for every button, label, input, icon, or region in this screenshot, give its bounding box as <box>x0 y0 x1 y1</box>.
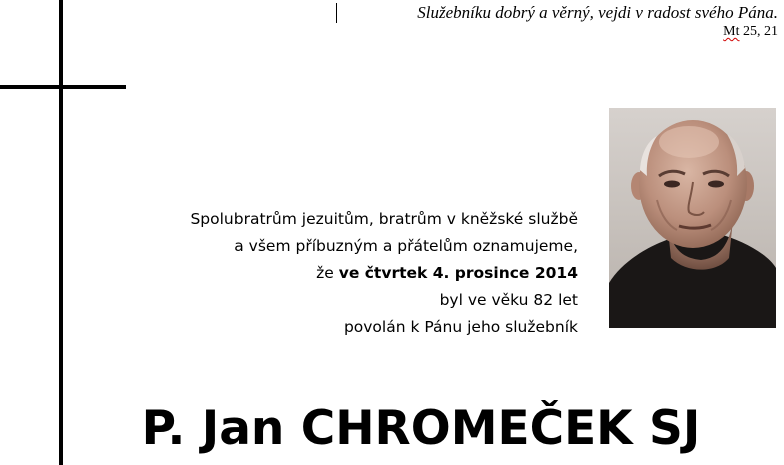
bible-quote <box>417 2 778 41</box>
announcement-line-4: byl ve věku 82 let <box>439 291 578 309</box>
date-of-death: ve čtvrtek 4. prosince 2014 <box>338 264 578 282</box>
cross-horizontal-beam <box>0 85 126 89</box>
announcement-text <box>190 206 578 341</box>
date-prefix: že <box>316 264 334 282</box>
reference-book: Mt <box>723 24 740 39</box>
cross-vertical-beam <box>59 0 63 465</box>
announcement-line-5: povolán k Pánu jeho služebník <box>343 318 578 336</box>
announcement-line-2: a všem příbuzným a přátelům oznamujeme, <box>234 237 578 255</box>
text-cursor <box>336 3 337 23</box>
quote-reference <box>417 23 778 41</box>
portrait-photo <box>609 108 776 328</box>
announcement-line-1: Spolubratrům jezuitům, bratrům v kněžské službě <box>190 210 578 228</box>
deceased-name: P. Jan CHROMEČEK SJ <box>141 401 701 456</box>
reference-verse: 25, 21 <box>743 24 778 39</box>
announcement-line-3 <box>190 260 578 287</box>
quote-text: Služebníku dobrý a věrný, vejdi v radost svého Pána. <box>417 3 778 22</box>
